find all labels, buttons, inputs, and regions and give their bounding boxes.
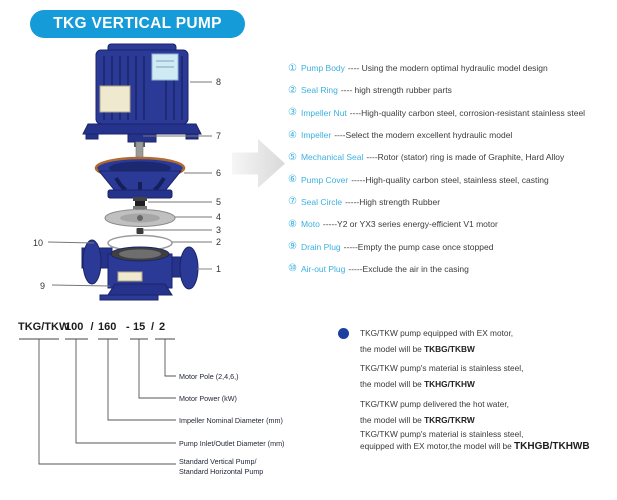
part-description: -----High-quality carbon steel, stainless steel, casting [351, 174, 549, 185]
part-number-badge: ⑥ [288, 174, 297, 186]
note-text: equipped with EX motor,the model will be [360, 440, 515, 451]
parts-list [288, 57, 585, 280]
model-code-power: 15 [133, 321, 146, 333]
part-description: -----High strength Rubber [345, 196, 441, 207]
parts-list-item [288, 57, 585, 79]
part-description: -----Empty the pump case once stopped [343, 241, 494, 252]
part-name: Air-out Plug [300, 263, 346, 274]
part-number-badge: ⑧ [288, 218, 297, 230]
model-label-vertical-pump: Standard Vertical Pump/ [179, 457, 257, 466]
parts-list-item [288, 124, 585, 146]
callout-number-5: 5 [216, 197, 222, 207]
part-number-badge: ④ [288, 129, 297, 141]
model-code-inlet: 100 [65, 321, 84, 333]
part-name: Pump Body [300, 63, 345, 74]
note-model-code: TKBG/TKBW [424, 343, 475, 354]
model-label-motor-pole: Motor Pole (2,4,6,) [179, 372, 239, 381]
part-number-badge: ⑦ [288, 196, 297, 208]
part-name: Mechanical Seal [300, 152, 364, 163]
part-description: ---- Using the modern optimal hydraulic model design [347, 63, 548, 74]
model-label-impeller-dia: Impeller Nominal Diameter (mm) [179, 416, 283, 425]
bullet-icon [338, 328, 349, 339]
note-line [360, 377, 523, 393]
parts-list-item [288, 146, 585, 168]
note-hot-water [360, 397, 509, 428]
note-stainless-ex [360, 429, 590, 452]
part-name: Seal Ring [300, 85, 338, 96]
note-model-code: TKRG/TKRW [424, 414, 475, 425]
note-line: TKG/TKW pump's material is stainless steel, [360, 363, 524, 373]
note-model-code: TKHG/TKHW [424, 378, 475, 389]
callout-number-2: 2 [216, 237, 222, 247]
part-number-badge: ⑩ [288, 263, 297, 275]
parts-list-item [288, 102, 585, 124]
callout-number-7: 7 [216, 131, 222, 141]
part-number-badge: ① [288, 62, 297, 74]
callout-number-1: 1 [216, 264, 222, 274]
callout-number-3: 3 [216, 225, 222, 235]
part-description: -----Y2 or YX3 series energy-efficient V1 motor [322, 219, 498, 230]
page-title: TKG VERTICAL PUMP [30, 10, 245, 38]
model-code-slash: / [90, 321, 94, 333]
parts-list-item [288, 213, 585, 235]
model-label-inlet-dia: Pump Inlet/Outlet Diameter (mm) [179, 439, 285, 448]
part-name: Pump Cover [300, 174, 349, 185]
part-name: Seal Circle [300, 196, 343, 207]
part-name: Impeller [300, 130, 332, 141]
part-number-badge: ⑨ [288, 241, 297, 253]
note-line: TKG/TKW pump equipped with EX motor, [360, 328, 514, 338]
note-text: the model will be [360, 414, 425, 425]
model-label-motor-power: Motor Power (kW) [179, 394, 237, 403]
parts-list-item [288, 191, 585, 213]
part-description: ---- high strength rubber parts [340, 85, 452, 96]
parts-list-item [288, 235, 585, 257]
parts-list-item [288, 79, 585, 101]
part-number-badge: ② [288, 84, 297, 96]
part-description: ----High-quality carbon steel, corrosion-resistant stainless steel [349, 107, 586, 118]
part-name: Moto [300, 219, 320, 230]
callout-number-8: 8 [216, 77, 222, 87]
model-label-horiz-pump: Standard Horizontal Pump [179, 467, 264, 476]
note-line [360, 441, 590, 453]
part-number-badge: ③ [288, 107, 297, 119]
callout-number-4: 4 [216, 212, 222, 222]
note-line [360, 342, 513, 358]
model-code-slash2: / [151, 321, 155, 333]
note-text: the model will be [360, 378, 425, 389]
note-line [360, 413, 509, 429]
callout-number-6: 6 [216, 168, 222, 178]
note-line: TKG/TKW pump delivered the hot water, [360, 399, 509, 409]
model-code-pole: 2 [159, 321, 166, 333]
part-description: -----Exclude the air in the casing [348, 263, 469, 274]
note-line: TKG/TKW pump's material is stainless steel, [360, 429, 524, 439]
note-text: the model will be [360, 343, 425, 354]
note-model-code: TKHGB/TKHWB [514, 440, 590, 452]
callout-number-10: 10 [33, 238, 44, 248]
model-code-connector-lines [0, 0, 300, 500]
model-code-dash: - [126, 321, 130, 333]
note-stainless [360, 361, 523, 392]
part-name: Drain Plug [300, 241, 341, 252]
callout-number-9: 9 [40, 281, 46, 291]
model-code-series: TKG/TKW [18, 321, 70, 333]
part-number-badge: ⑤ [288, 151, 297, 163]
model-code-impeller: 160 [98, 321, 117, 333]
parts-list-item [288, 258, 585, 280]
part-name: Impeller Nut [300, 107, 347, 118]
part-description: ----Rotor (stator) ring is made of Graphite, Hard Alloy [366, 152, 565, 163]
part-description: ----Select the modern excellent hydraulic model [334, 130, 513, 141]
parts-list-item [288, 168, 585, 190]
note-ex-motor [360, 326, 513, 357]
